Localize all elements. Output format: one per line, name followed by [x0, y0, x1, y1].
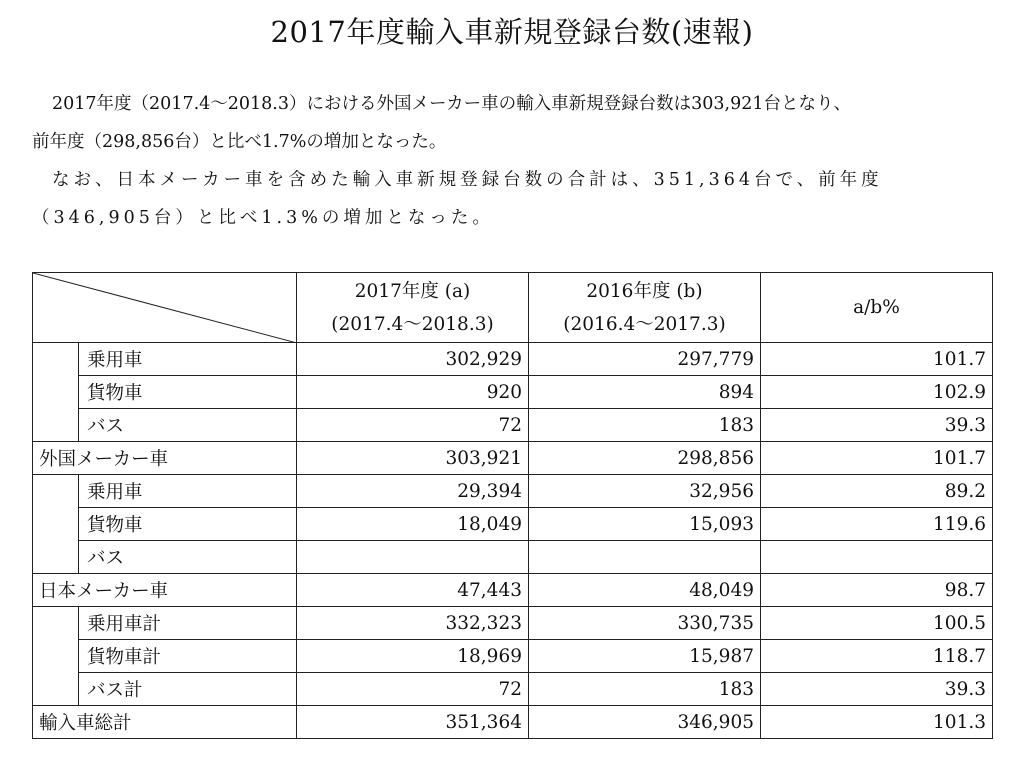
table-header-row — [33, 273, 993, 343]
value-ratio: 102.9 — [761, 376, 993, 409]
value-ratio — [761, 541, 993, 574]
total-line-2: （346,905台）と比べ1.3%の増加となった。 — [32, 208, 494, 228]
registration-table — [32, 272, 993, 739]
group-spacer — [33, 475, 79, 574]
row-label: 乗用車 — [79, 475, 297, 508]
table-row — [33, 541, 993, 574]
value-2017: 303,921 — [297, 442, 529, 475]
value-ratio: 39.3 — [761, 409, 993, 442]
total-line-1: なお、日本メーカー車を含めた輸入車新規登録台数の合計は、351,364台で、前年度 — [52, 170, 883, 190]
group-spacer — [33, 607, 79, 706]
row-label: 貨物車 — [79, 508, 297, 541]
column-header-2016: 2016年度 (b) (2016.4～2017.3) — [529, 273, 761, 343]
value-ratio: 39.3 — [761, 673, 993, 706]
table-row — [33, 607, 993, 640]
diagonal-line — [33, 273, 297, 343]
intro-line-1: 2017年度（2017.4～2018.3）における外国メーカー車の輸入車新規登録台数は303,921台となり、 — [52, 94, 852, 114]
value-2017: 920 — [297, 376, 529, 409]
value-2017: 351,364 — [297, 706, 529, 739]
value-2016 — [529, 541, 761, 574]
row-label: 外国メーカー車 — [33, 442, 297, 475]
table-row — [33, 475, 993, 508]
grand-total-row — [33, 706, 993, 739]
table-row — [33, 409, 993, 442]
value-2016: 48,049 — [529, 574, 761, 607]
subtotal-row — [33, 442, 993, 475]
page-title: 2017年度輸入車新規登録台数(速報) — [270, 15, 754, 49]
table-row — [33, 376, 993, 409]
value-2016: 298,856 — [529, 442, 761, 475]
subtotal-row — [33, 574, 993, 607]
value-2016: 15,987 — [529, 640, 761, 673]
value-2016: 183 — [529, 673, 761, 706]
value-2016: 330,735 — [529, 607, 761, 640]
intro-paragraph — [32, 85, 997, 161]
row-label: 輸入車総計 — [33, 706, 297, 739]
row-label: 貨物車計 — [79, 640, 297, 673]
value-2016: 32,956 — [529, 475, 761, 508]
table-row — [33, 673, 993, 706]
value-2017 — [297, 541, 529, 574]
value-2016: 15,093 — [529, 508, 761, 541]
table-row — [33, 508, 993, 541]
row-label: 乗用車計 — [79, 607, 297, 640]
row-label: バス — [79, 541, 297, 574]
table-row — [33, 640, 993, 673]
value-2017: 72 — [297, 409, 529, 442]
value-2017: 332,323 — [297, 607, 529, 640]
row-label: バス — [79, 409, 297, 442]
value-2016: 894 — [529, 376, 761, 409]
value-ratio: 101.7 — [761, 343, 993, 376]
row-label: 乗用車 — [79, 343, 297, 376]
intro-line-2: 前年度（298,856台）と比べ1.7%の増加となった。 — [32, 132, 447, 152]
corner-cell — [33, 273, 297, 343]
total-paragraph — [32, 161, 997, 237]
row-label: バス計 — [79, 673, 297, 706]
value-ratio: 101.3 — [761, 706, 993, 739]
value-2016: 183 — [529, 409, 761, 442]
column-header-2017: 2017年度 (a) (2017.4～2018.3) — [297, 273, 529, 343]
value-ratio: 89.2 — [761, 475, 993, 508]
table-row — [33, 343, 993, 376]
value-2016: 346,905 — [529, 706, 761, 739]
value-ratio: 101.7 — [761, 442, 993, 475]
value-2016: 297,779 — [529, 343, 761, 376]
group-spacer — [33, 343, 79, 442]
row-label: 貨物車 — [79, 376, 297, 409]
value-ratio: 98.7 — [761, 574, 993, 607]
value-2017: 302,929 — [297, 343, 529, 376]
value-2017: 18,969 — [297, 640, 529, 673]
column-header-ratio: a/b% — [761, 273, 993, 343]
value-2017: 47,443 — [297, 574, 529, 607]
value-ratio: 118.7 — [761, 640, 993, 673]
row-label: 日本メーカー車 — [33, 574, 297, 607]
value-2017: 18,049 — [297, 508, 529, 541]
value-ratio: 100.5 — [761, 607, 993, 640]
value-2017: 72 — [297, 673, 529, 706]
value-ratio: 119.6 — [761, 508, 993, 541]
value-2017: 29,394 — [297, 475, 529, 508]
